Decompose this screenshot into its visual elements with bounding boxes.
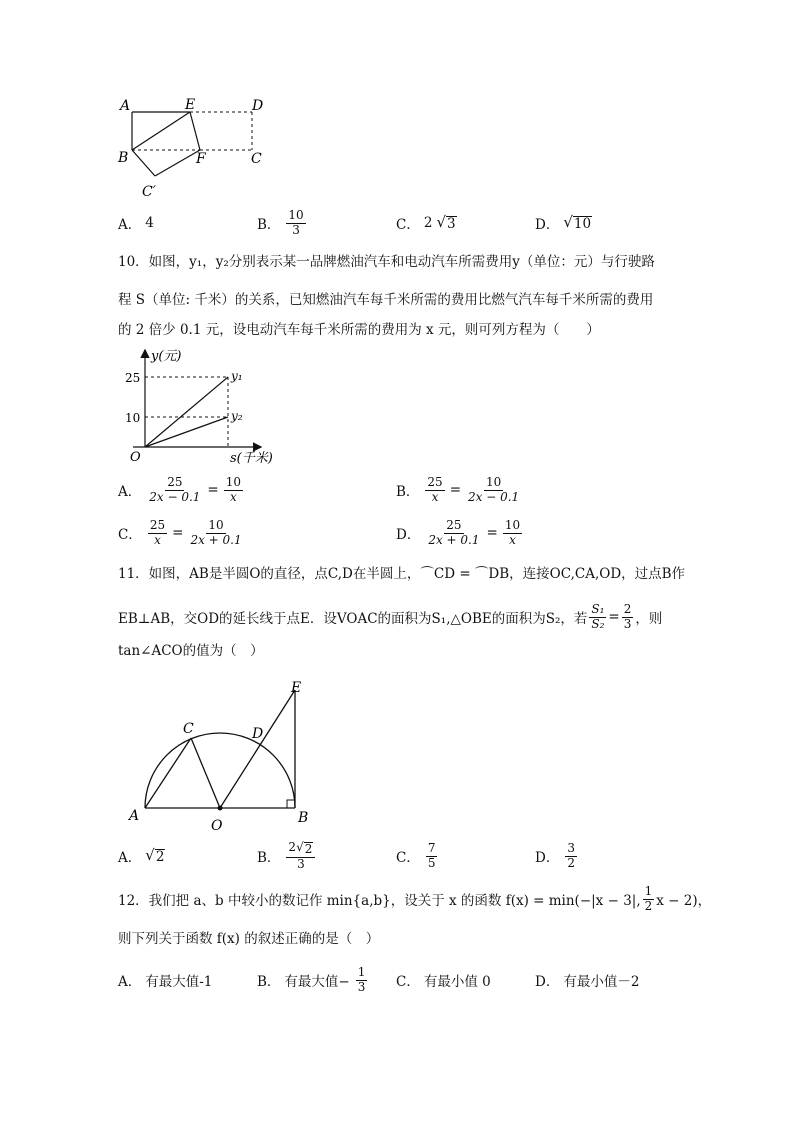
label-d: D [252, 726, 264, 742]
area-ratio: $\frac{\text{S₁}}{\text{S₂}}$ [591, 602, 605, 631]
q11-stem-line-3: tan∠ACO的值为（ ） [118, 643, 264, 659]
origin-label: O [130, 450, 141, 465]
label-y2: y₂ [231, 409, 243, 423]
line-y2 [145, 417, 228, 447]
q11-option-c[interactable] [396, 836, 439, 876]
option-letter: C． [396, 217, 420, 233]
segment-c-prime-f [155, 150, 200, 176]
q12-option-b[interactable] [257, 960, 369, 1000]
q11-option-b[interactable] [257, 836, 317, 876]
center-point-o [218, 806, 223, 811]
option-letter: D． [535, 850, 560, 866]
option-letter: D． [535, 974, 560, 990]
q10-stem-line-3: 的 2 倍少 0.1 元，设电动汽车每千米所需的费用为 x 元，则可列方程为（ ） [118, 322, 600, 338]
tick-label-25: 25 [125, 371, 141, 385]
option-letter: D． [396, 527, 421, 543]
q9-option-b[interactable] [257, 203, 308, 243]
label-y1: y₁ [231, 369, 243, 383]
q10-stem-line-2: 程 S（单位: 千米）的关系，已知燃油汽车每千米所需的费用比燃气汽车每千米所需的费用 [118, 292, 654, 308]
label-b: B [118, 150, 129, 166]
segment-ef [190, 112, 200, 150]
q12-option-c[interactable] [396, 960, 491, 1000]
fraction: 2 √ 2 3 [286, 841, 315, 870]
q10-stem-line-1: 10．如图，y₁，y₂分别表示某一品牌燃油汽车和电动汽车所需费用y（单位：元）与行驶路 [118, 254, 655, 270]
q9-rectangle-fold-figure [115, 92, 285, 204]
q10-option-d[interactable] [396, 513, 524, 553]
segment-be [132, 112, 190, 150]
option-value: 4 [145, 215, 154, 231]
q12-option-a[interactable] [118, 960, 212, 1000]
q11-stem-line-1: 11．如图，AB是半圆O的直径，点C,D在半圆上，⌒CD = ⌒DB，连接OC,CA,OD，过点B作 [118, 566, 686, 582]
equation: $\frac{25}{x}$ = $\frac{10}{2x + 0.1}$ [149, 518, 242, 547]
option-text: 有最小值 0 [423, 974, 491, 990]
label-e: E [291, 680, 302, 696]
equation: $\frac{25}{2x - 0.1}$ = $\frac{10}{x}$ [149, 475, 242, 504]
semicircle-arc [145, 733, 295, 808]
label-a: A [120, 98, 131, 114]
label-c-prime: C′ [142, 184, 156, 200]
option-letter: C． [396, 974, 420, 990]
label-d: D [252, 98, 264, 114]
segment-bc-prime [132, 150, 155, 176]
segment-ac [145, 738, 191, 808]
option-letter: A． [118, 484, 142, 500]
x-axis-label: s(千米) [230, 451, 273, 466]
option-text: 有最大值-1 [145, 974, 213, 990]
option-letter: B． [257, 974, 281, 990]
option-text: 有最小值－2 [563, 974, 640, 990]
option-letter: B． [396, 484, 420, 500]
q11-option-a[interactable] [118, 836, 165, 876]
q9-option-d[interactable] [535, 203, 592, 243]
right-angle-mark [287, 800, 295, 808]
square-root: √ 2 [145, 845, 165, 865]
coefficient: 2 [423, 215, 433, 231]
q10-option-b[interactable] [396, 470, 523, 510]
ratio-value: $\frac{2}{3}$ [623, 602, 632, 631]
segment-oe [220, 690, 295, 808]
label-c: C [183, 721, 194, 737]
label-b: B [298, 810, 309, 826]
square-root: √ 3 [436, 212, 456, 232]
option-letter: C． [118, 527, 142, 543]
q10-cost-distance-graph [115, 345, 295, 467]
option-letter: A． [118, 850, 142, 866]
label-f: F [196, 151, 206, 167]
label-o: O [211, 818, 223, 834]
fraction: $\frac{3}{2}$ [567, 841, 575, 870]
q10-option-c[interactable] [118, 513, 246, 553]
equation: $\frac{25}{2x + 0.1}$ = $\frac{10}{x}$ [428, 518, 521, 547]
label-e: E [185, 97, 196, 113]
fraction: $\frac{10}{3}$ [288, 208, 304, 237]
option-letter: A． [118, 217, 142, 233]
equation: $\frac{25}{x}$ = $\frac{10}{2x - 0.1}$ [427, 475, 520, 504]
label-a: A [129, 808, 140, 824]
q11-semicircle-figure [125, 678, 320, 838]
option-letter: B． [257, 850, 281, 866]
y-axis-label: y(元) [151, 349, 182, 364]
q11-stem-line-2: EB⊥AB，交OD的延长线于点E．设VOAC的面积为S₁,△OBE的面积为S₂，若 $\frac{\text{S₁}}{\text{S₂}}$ = $\frac{2}{3}$ ，则 [118, 602, 663, 631]
q9-option-a[interactable] [118, 203, 154, 243]
q9-option-c[interactable] [396, 203, 457, 243]
q12-stem-line-2: 则下列关于函数 f(x) 的叙述正确的是（ ） [118, 931, 380, 947]
option-text: 有最大值− [284, 974, 350, 990]
q11-option-d[interactable] [535, 836, 579, 876]
q12-option-d[interactable] [535, 960, 639, 1000]
tick-label-10: 10 [125, 411, 141, 425]
option-letter: A． [118, 974, 142, 990]
option-letter: C． [396, 850, 420, 866]
segment-co [191, 738, 220, 808]
q12-stem-line-1: 12．我们把 a、b 中较小的数记作 min{a,b}，设关于 x 的函数 f(x) = min(−|x − 3|, $\frac{1}{2}$ x − 2)， [118, 884, 712, 913]
q10-option-a[interactable] [118, 470, 245, 510]
square-root: √ 10 [563, 212, 592, 232]
option-letter: B． [257, 217, 281, 233]
option-letter: D． [535, 217, 560, 233]
fraction: $\frac{7}{5}$ [427, 841, 436, 870]
line-y1 [145, 377, 228, 447]
label-c: C [251, 151, 262, 167]
fraction: $\frac{1}{3}$ [357, 965, 366, 994]
fraction-half: $\frac{1}{2}$ [644, 884, 653, 913]
